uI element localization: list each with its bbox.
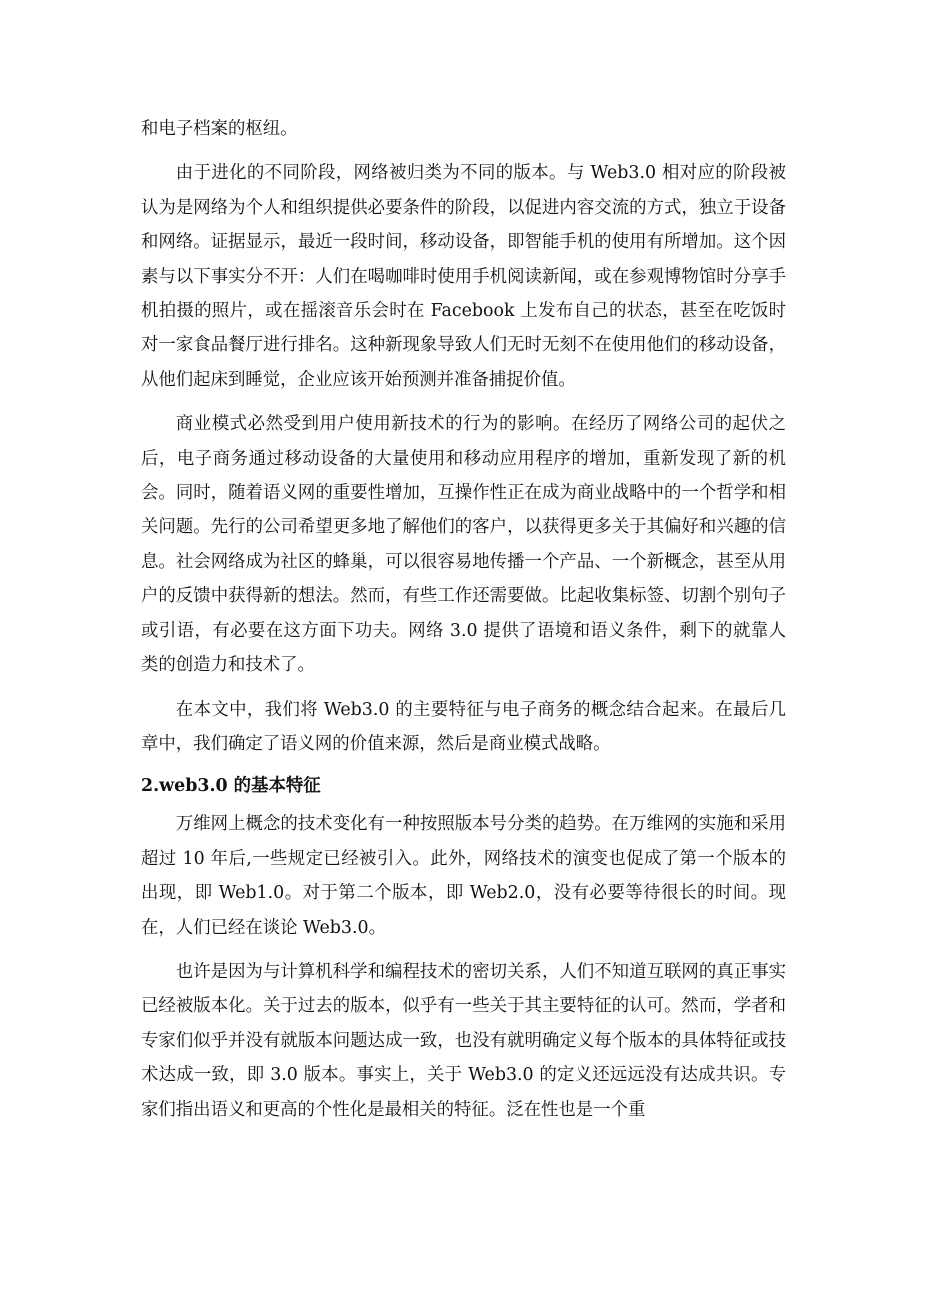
section-heading: 2.web3.0 的基本特征 [141, 776, 321, 797]
paragraph-version-definition: 也许是因为与计算机科学和编程技术的密切关系，人们不知道互联网的真正事实已经被版本化。关于过去的版本，似乎有一些关于其主要特征的认可。然而，学者和专家们似乎并没有就版本问题达成一致，也没有就明确定义每个版本的具体特征或技术达成一致，即 3.0 版本。事实上，关于 Web3.0 的定义还远远没有达成共识。专家们指出语义和更高的个性化是最相关的特征。泛在性也是一个重 [141, 961, 786, 1120]
paragraph-web-versions: 由于进化的不同阶段，网络被归类为不同的版本。与 Web3.0 相对应的阶段被认为是网络为个人和组织提供必要条件的阶段，以促进内容交流的方式，独立于设备和网络。证据显示，最近一段时间，移动设备，即智能手机的使用有所增加。这个因素与以下事实分不开：人们在喝咖啡时使用手机阅读新闻，或在参观博物馆时分享手机拍摄的照片，或在摇滚音乐会时在 Facebook 上发布自己的状态，甚至在吃饭时对一家食品餐厅进行排名。这种新现象导致人们无时无刻不在使用他们的移动设备，从他们起床到睡觉，企业应该开始预测并准备捕捉价值。 [141, 163, 786, 390]
paragraph-business-models: 商业模式必然受到用户使用新技术的行为的影响。在经历了网络公司的起伏之后，电子商务通过移动设备的大量使用和移动应用程序的增加，重新发现了新的机会。同时，随着语义网的重要性增加，互操作性正在成为商业战略中的一个哲学和相关问题。先行的公司希望更多地了解他们的客户，以获得更多关于其偏好和兴趣的信息。社会网络成为社区的蜂巢，可以很容易地传播一个产品、一个新概念，甚至从用户的反馈中获得新的想法。然而，有些工作还需要做。比起收集标签、切割个别句子或引语，有必要在这方面下功夫。网络 3.0 提供了语境和语义条件，剩下的就靠人类的创造力和技术了。 [141, 414, 786, 676]
document-body [141, 112, 786, 1137]
paragraph-version-evolution: 万维网上概念的技术变化有一种按照版本号分类的趋势。在万维网的实施和采用超过 10 年后,一些规定已经被引入。此外，网络技术的演变也促成了第一个版本的出现，即 Web1.0。对于第二个版本，即 Web2.0，没有必要等待很长的时间。现在，人们已经在谈论 Web3.0。 [141, 814, 786, 938]
paragraph-continuation: 和电子档案的枢纽。 [141, 119, 298, 139]
paragraph-paper-overview: 在本文中，我们将 Web3.0 的主要特征与电子商务的概念结合起来。在最后几章中，我们确定了语义网的价值来源，然后是商业模式战略。 [141, 699, 786, 754]
